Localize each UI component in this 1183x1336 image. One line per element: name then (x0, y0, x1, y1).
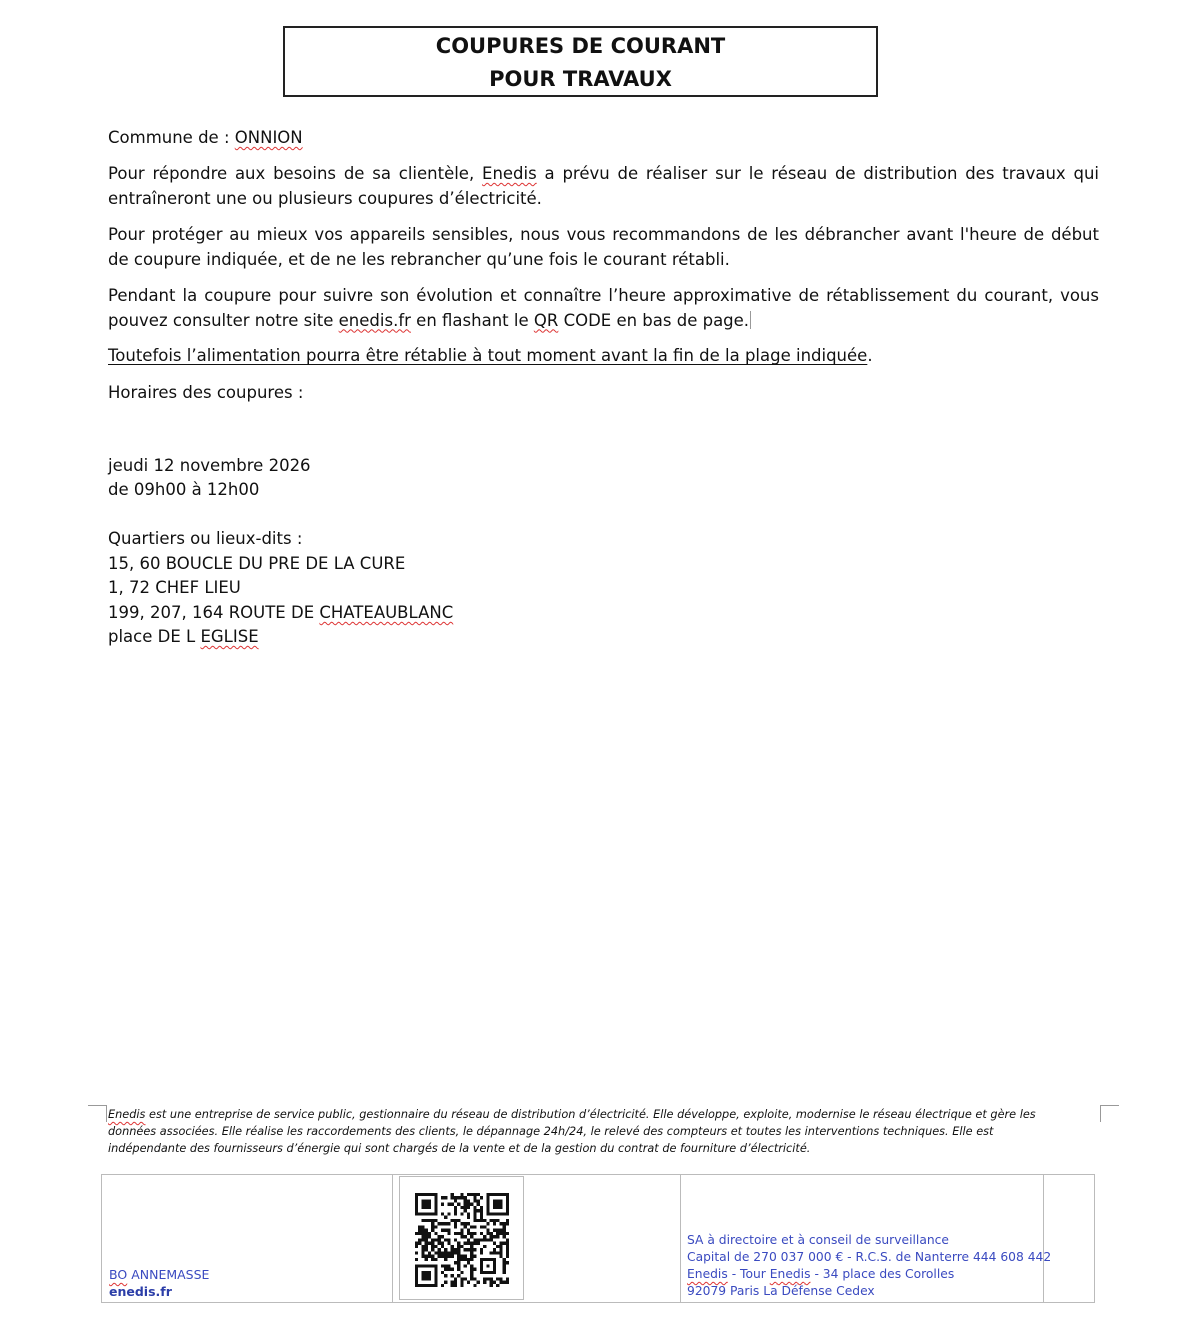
tracking-qr-word: QR (533, 310, 559, 330)
paragraph-warning (108, 344, 1099, 369)
title-line-2: POUR TRAVAUX (489, 67, 672, 91)
warning-period: . (867, 346, 873, 365)
text-cursor (750, 311, 752, 329)
footer-divider (392, 1175, 393, 1302)
agency-block (109, 1266, 209, 1300)
legal-enedis: Enedis (687, 1267, 728, 1281)
footnote-text: est une entreprise de service public, gestionnaire du réseau de distribution d’électricité. Elle développe, exploite, modernise le réseau électrique et gère les données associées. Elle réalise les raccordements des clients, le dépannage 24h/24, le relevé des compteurs et toutes les interventions techniques. Elle est indépendante des fournisseurs d’énergie qui sont chargés de la vente et de la gestion du contrat de fourniture d’électricité. (108, 1108, 1036, 1155)
paragraph-intro (108, 162, 1099, 211)
margin-corner-mark (88, 1105, 107, 1122)
paragraph-tracking (108, 284, 1099, 333)
schedule-time: de 09h00 à 12h00 (108, 480, 260, 499)
warning-underlined-text: Toutefois l’alimentation pourra être rétablie à tout moment avant la fin de la plage indiquée (108, 346, 868, 365)
tracking-text-mid: en flashant le (416, 310, 529, 330)
margin-corner-mark (1100, 1105, 1119, 1122)
legal-line: 92079 Paris La Défense Cedex (687, 1284, 875, 1298)
legal-line: Capital de 270 037 000 € - R.C.S. de Nanterre 444 608 442 (687, 1250, 1052, 1264)
footer-table (101, 1174, 1095, 1303)
agency-name (109, 1266, 209, 1283)
company-footnote (108, 1106, 1073, 1157)
place-item-text: CHATEAUBLANC (319, 603, 454, 622)
agency-city: ANNEMASSE (131, 1267, 210, 1282)
commune-name: ONNION (234, 128, 303, 147)
schedule-date: jeudi 12 novembre 2026 (108, 456, 311, 475)
place-item (108, 601, 1099, 626)
title-line-1: COUPURES DE COURANT (435, 34, 726, 58)
qr-cell (399, 1176, 524, 1300)
legal-block (687, 1232, 1051, 1300)
commune-line (108, 126, 1099, 151)
place-item: 1, 72 CHEF LIEU (108, 578, 241, 597)
paragraph-advice: Pour protéger au mieux vos appareils sensibles, nous vous recommandons de les débrancher avant l'heure de début de coupure indiquée, et de ne les rebrancher qu’une fois le courant rétabli. (108, 225, 1099, 269)
places-label: Quartiers ou lieux-dits : (108, 529, 303, 548)
notice-title (283, 26, 878, 97)
legal-enedis: Enedis (769, 1267, 811, 1281)
footnote-enedis: Enedis (108, 1108, 146, 1121)
intro-text-end: a prévu de réaliser sur le réseau de distribution des travaux qui entraîneront une ou plusieurs coupures d’électricité. (108, 164, 1100, 208)
tracking-site-link[interactable]: enedis.fr (338, 310, 411, 330)
intro-enedis: Enedis (482, 164, 537, 183)
commune-label: Commune de : (108, 128, 230, 147)
footer-site-link[interactable]: enedis.fr (109, 1284, 172, 1299)
tracking-text-start: Pendant la coupure pour suivre son évolution et connaître l’heure approximative de rétablissement du courant, vous pouvez consulter notre site (108, 286, 1099, 330)
legal-line: SA à directoire et à conseil de surveillance (687, 1233, 949, 1247)
agency-bo: BO (109, 1267, 128, 1282)
legal-line (687, 1266, 1051, 1283)
place-item: 15, 60 BOUCLE DU PRE DE LA CURE (108, 554, 406, 573)
place-item (108, 625, 1099, 650)
place-item-text: 199, 207, 164 ROUTE DE (108, 603, 315, 622)
place-item-text: place DE L (108, 627, 196, 646)
footer-divider (680, 1175, 681, 1302)
qr-code-icon[interactable] (415, 1193, 509, 1287)
legal-text: - 34 place des Corolles (814, 1267, 955, 1281)
place-item-text: EGLISE (200, 627, 259, 646)
intro-text-start: Pour répondre aux besoins de sa clientèle, (108, 164, 475, 183)
tracking-text-end: CODE en bas de page. (563, 310, 750, 330)
legal-text: - Tour (731, 1267, 766, 1281)
schedule-label: Horaires des coupures : (108, 383, 304, 402)
